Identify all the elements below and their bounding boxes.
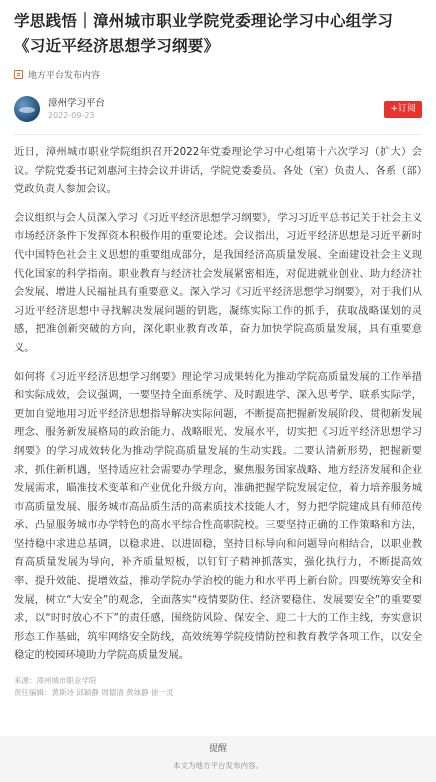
author-row (0, 84, 436, 126)
article-body (0, 135, 436, 699)
author-meta (48, 97, 384, 122)
subscribe-button[interactable]: +订阅 (384, 101, 422, 118)
platform-source-row (0, 59, 436, 84)
article-paragraph: 如何将《习近平经济思想学习纲要》理论学习成果转化为推动学院高质量发展的工作举措和实际成效，会议强调，一要坚持全面系统学、及时跟进学、深入思考学、联系实际学，更加自觉地用习近平经济思想指导解决实际问题，不断提高把握新发展阶段、贯彻新发展理念、服务新发展格局的政治能力、战略眼光、发展水平，切实把《习近平经济思想学习纲要》的学习成效转化为推动学院高质量发展的生动实践。二要认清新形势，把握新要求，抓住新机遇，坚持适应社会需要办学理念，聚焦服务国家战略、地方经济发展和企业发展需求，瞄准技术变革和产业优化升级方向，准确把握学院发展定位，着力培养服务城市高质量发展、服务城市高品质生活的高素质技术技能人才，努力把学院建成具有师范传承、凸显服务城市办学特色的高水平综合性高职院校。三要坚持正确的工作策略和方法，坚持稳中求进总基调，以稳求进、以进固稳，坚持目标导向和问题导向相结合，以职业教育高质量发展为导向，补齐质量短板，以钉钉子精神抓落实，强化执行力，不断提高效率、提升效能、提增效益，推动学院办学治校的能力和水平再上新台阶。四要统筹安全和发展，树立“大安全”的观念，全面落实“疫情要防住、经济要稳住、发展要安全”的重要要求，以“时时放心不下”的责任感，围绕防风险、保安全、迎二十大的工作主线，夯实意识形态工作基础，筑牢网络安全防线，高效统筹学院疫情防控和教育教学各项工作，以安全稳定的校园环境助力学院高质量发展。 (14, 370, 422, 662)
notice-box (0, 736, 436, 782)
publish-date: 2022-09-23 (48, 110, 95, 120)
document-icon (14, 70, 23, 79)
article-paragraph: 近日，漳州城市职业学院组织召开2022年党委理论学习中心组第十六次学习（扩大）会议。学院党委书记刘惠河主持会议并讲话，学院党委委员、各处（室）负责人、各系（部）党政负责人参加会议。 (14, 146, 422, 196)
notice-text: 本文为地方平台发布内容。 (173, 761, 263, 770)
platform-source-label: 地方平台发布内容 (28, 70, 101, 81)
source-line: 来源：漳州城市职业学院 (14, 676, 97, 686)
article-meta (14, 675, 422, 699)
avatar[interactable] (14, 96, 40, 122)
notice-title: 提醒 (208, 744, 227, 754)
author-name[interactable]: 漳州学习平台 (48, 97, 106, 109)
editor-line: 责任编辑：黄斯诗 邱颖静 周德清 黄妹静 徐一灵 (14, 688, 174, 698)
article-paragraph: 会议组织与会人员深入学习《习近平经济思想学习纲要》，学习习近平总书记关于社会主义市场经济条件下发挥资本积极作用的重要论述。会议指出，习近平经济思想是习近平新时代中国特色社会主义思想的重要组成部分，是我国经济高质量发展、全面建设社会主义现代化国家的科学指南。职业教育与经济社会发展紧密相连，对促进就业创业、助力经济社会发展、增进人民福祉具有重要意义。深入学习《习近平经济思想学习纲要》，对于我们从习近平经济思想中寻找解决发展问题的钥匙，凝练实际工作的抓手，获取战略谋划的灵感，把准创新突破的方向，深化职业教育改革，奋力加快学院高质量发展，具有重要意义。 (14, 211, 422, 354)
article-title: 学思践悟｜漳州城市职业学院党委理论学习中心组学习《习近平经济思想学习纲要》 (14, 12, 394, 55)
